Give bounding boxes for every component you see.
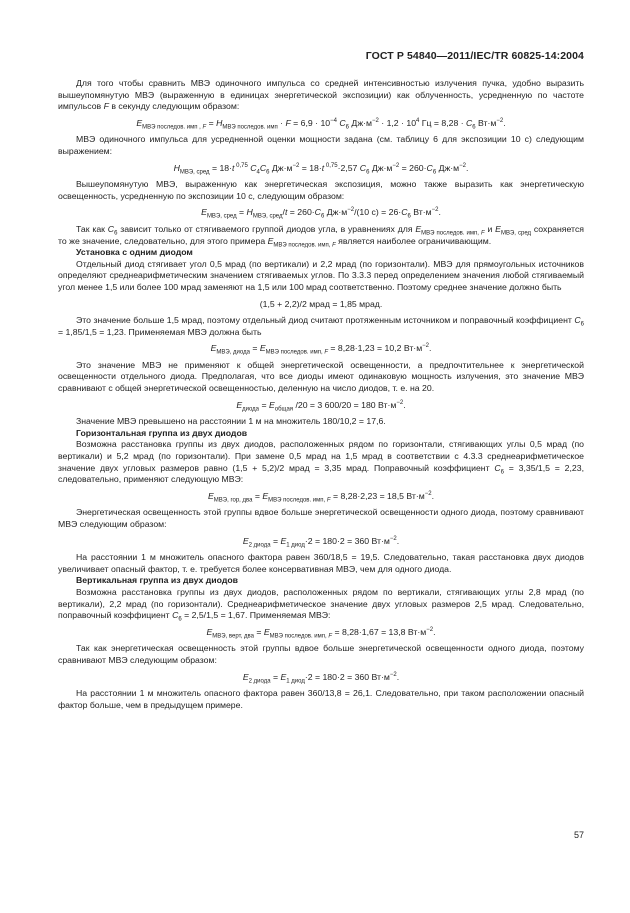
paragraph: Отдельный диод стягивает угол 0,5 мрад (по вертикали) и 2,2 мрад (по горизонтали). МВЭ для прямоугольных источников определяют среднеарифметическим значением стягиваемых углов. По 3.3.3 перед определением значения любой стягиваемый угол менее 1,5 или более 100 мрад заменяют на 1,5 или 100 мрад соответственно. Поэтому среднее значение должно быть [58, 258, 584, 292]
standard-header: ГОСТ Р 54840—2011/IEC/TR 60825-14:2004 [365, 50, 584, 62]
formula: $E_{диода} = E_{общая}$ /20 = 3 600/20 = 180 $Вт\cdot м^{-2}$. [236, 399, 406, 413]
paragraph: Значение МВЭ превышено на расстоянии 1 м на множитель 180/10,2 = 17,6. [76, 416, 386, 427]
formula: $E_{МВЭ, гор, два} = E_{МВЭ последов. имп, F} = 8,28\cdot 2,23 = 18,5$ $Вт\cdot м^{-2}$. [208, 490, 434, 504]
formula: $E_{МВЭ, диода} = E_{МВЭ последов. имп, F} = 8,28\cdot 1,23 = 10,2$ $Вт\cdot м^{-2}$. [210, 343, 432, 357]
paragraph: Это значение больше 1,5 мрад, поэтому отдельный диод считают протяженным источником и поправочный коэффициент $C_6 = 1,85/1,5 = 1,23$. Применяемая МВЭ должна быть [58, 315, 584, 337]
formula: (1,5 + 2,2)/2 мрад = 1,85 мрад. [259, 298, 383, 309]
formula: $E_{2 диода} = E_{1 диод}\cdot 2 = 180\cdot 2 = 360$ $Вт\cdot м^{-2}$. [242, 671, 400, 685]
formula: $E_{2 диода} = E_{1 диод}\cdot 2 = 180\cdot 2 = 360$ $Вт\cdot м^{-2}$. [242, 535, 400, 549]
formula: $E_{МВЭ последов. имп , F} = H_{МВЭ последов. имп} \cdot F = 6,9 \cdot 10^{-4}$ $C_6$ $Дж\cdot м^{-2} \cdot 1,2 \cdot 10^4$ Гц = $8,28 \cdot C_6$ $Вт\cdot м^{-2}$. [136, 117, 506, 131]
paragraph: Вышеупомянутую МВЭ, выраженную как энергетическая экспозиция, можно также выразить как энергетическую освещенность, усредненную по экспозиции 10 с, следующим образом: [58, 179, 584, 201]
formula: $E_{МВЭ, сред} = H_{МВЭ, сред}/t = 260\cdot C_6$ $Дж\cdot м^{-2}/(10$ $с) = 26\cdot C_6$ $Вт\cdot м^{-2}$. [201, 207, 441, 221]
formula: $E_{МВЭ, верт, два} = E_{МВЭ последов. имп, F} = 8,28\cdot 1,67 = 13,8$ $Вт\cdot м^{-2}$. [206, 626, 436, 640]
paragraph: Так как $C_6$ зависит только от стягиваемого группой диодов угла, в уравнениях для $E_{МВЭ последов. имп, F}$ и $E_{МВЭ, сред}$ сохраняется то же значение, следовательно, для этого примера $E_{МВЭ последов. имп, F}$ является наиболее ограничивающим. [58, 223, 584, 249]
paragraph: Для того чтобы сравнить МВЭ одиночного импульса со средней интенсивностью излучения пучка, удобно выразить вышеупомянутую МВЭ (выраженную в единицах энергетической экспозиции) как облученность, усредненную по частоте импульсов F в секунду следующим образом: [58, 78, 584, 112]
paragraph: Это значение МВЭ не применяют к общей энергетической освещенности, а предпочтительнее к энергетической освещенности отдельного диода. Предполагая, что все диоды имеют одинаковую мощность излучения, это значение МВЭ сравнивают с общей энергетической освещенностью, деленную на число диодов, т. е. на 20. [58, 359, 584, 394]
paragraph: Возможна расстановка группы из двух диодов, расположенных рядом по горизонтали, стягивающих углы 0,5 мрад (по вертикали) и 5,2 мрад (по горизонтали). При замене 0,5 мрад на 1,5 мрад в соответствии с 4.3.3 среднеарифметическое значение двух угловых размеров равно (1,5 + 5,2)/2 мрад = 3,35 мрад. Поправочный коэффициент $C_6 = 3,35/1,5 = 2,23$, следовательно, применяют следующую МВЭ: [58, 439, 584, 485]
paragraph: На расстоянии 1 м множитель опасного фактора равен 360/18,5 = 19,5. Следовательно, такая расстановка двух диодов увеличивает опасный фактор, т. е. требуется более консервативная МВЭ, чем для одного диода. [58, 552, 584, 574]
paragraph: МВЭ одиночного импульса для усредненной оценки мощности задана (см. таблицу 6 для экспозиции 10 с) следующим выражением: [58, 134, 584, 156]
paragraph: На расстоянии 1 м множитель опасного фактора равен 360/13,8 = 26,1. Следовательно, при таком расположении опасный фактор больше, чем в предыдущем примере. [58, 688, 584, 710]
document-body [58, 78, 584, 711]
formula: $H_{МВЭ, сред} = 18\cdot t$ $^{0,75}$ $C_4C_6$ $Дж\cdot м^{-2} = 18\cdot t$ $^{0,75}$·2,57 $C_6$ $Дж\cdot м^{-2} = 260\cdot C_6$ $Дж\cdot м^{-2}$. [173, 162, 469, 176]
section-heading: Вертикальная группа из двух диодов [76, 575, 238, 586]
section-heading: Установка с одним диодом [76, 247, 193, 258]
paragraph: Возможна расстановка группы из двух диодов, расположенных рядом по вертикали, стягивающих углы 2,8 мрад (по вертикали), 2,2 мрад (по горизонтали). Среднеарифметическое значение двух угловых размеров 2,5 мрад. Следовательно, поправочный коэффициент $C_6 = 2,5/1,5 = 1,67$. Применяемая МВЭ: [58, 586, 584, 623]
paragraph: Энергетическая освещенность этой группы вдвое больше энергетической освещенности одного диода, поэтому сравнивают МВЭ следующим образом: [58, 507, 584, 529]
section-heading: Горизонтальная группа из двух диодов [76, 427, 248, 438]
paragraph: Так как энергетическая освещенность этой группы вдвое больше энергетической освещенности одного диода, поэтому сравнивают МВЭ следующим образом: [58, 643, 584, 665]
page-number: 57 [573, 830, 584, 840]
